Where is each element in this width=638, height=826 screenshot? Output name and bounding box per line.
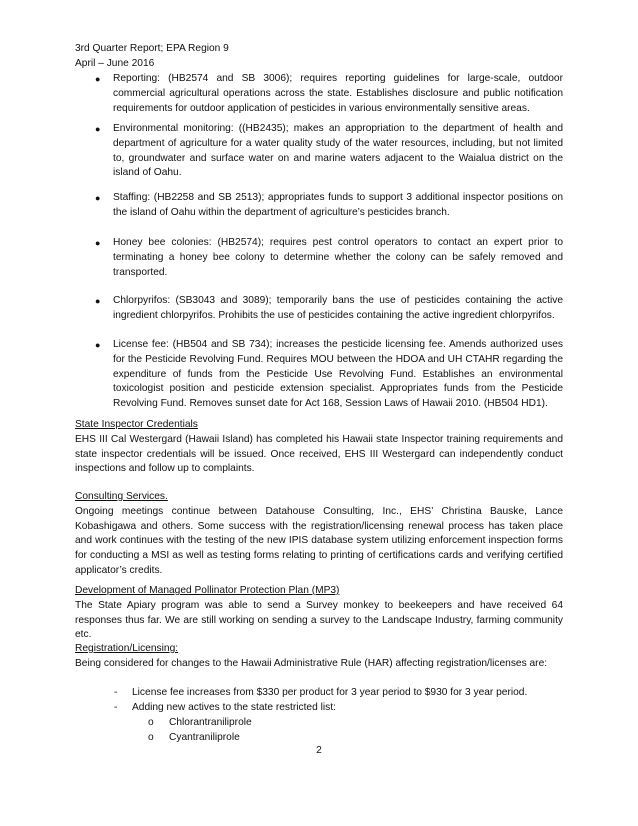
section-heading: State Inspector Credentials (75, 419, 198, 430)
dash-marker: - (114, 702, 118, 713)
circle-bullet-icon: o (148, 732, 154, 743)
section-body: The State Apiary program was able to send a Survey monkey to beekeepers and have received 64 responses thus far. We are still working on sending a survey to the Landscape Industry, farming community etc. (75, 599, 563, 641)
header-date: April – June 2016 (75, 57, 155, 69)
bullet-text: Reporting: (HB2574 and SB 3006); requires reporting guidelines for large-scale, outdoor commercial agricultural operations across the state. Establishes disclosure and public notification requirements for outdoor application of pesticides in various environmentally sensitive areas. (113, 73, 563, 114)
bullet-icon: ● (95, 193, 101, 203)
section-body: Being considered for changes to the Hawaii Administrative Rule (HAR) affecting registration/licenses are: (75, 657, 548, 669)
report-header (75, 42, 229, 72)
bullet-text: Environmental monitoring: ((HB2435); makes an appropriation to the department of health and department of agriculture for a water quality study of the water resources, including, but not limited to, groundwater and surface water on and marine waters adjacent to the Waialua district on the island of Oahu. (113, 123, 563, 179)
bullet-icon: ● (95, 74, 101, 84)
section-body: EHS III Cal Westergard (Hawaii Island) has completed his Hawaii state Inspector training requirements and state inspector credentials will be issued. Once received, EHS III Westergard can independently conduct inspections and follow up to complaints. (75, 433, 563, 475)
bullet-text: License fee: (HB504 and SB 734); increases the pesticide licensing fee. Amends authorized uses for the Pesticide Revolving Fund. Requires MOU between the HDOA and UH CTAHR regarding the expenditure of funds from the Pesticide Use Revolving Fund. Establishes an environmental toxicologist position and pesticide extension specialist. Appropriates funds from the Pesticide Revolving Fund. Removes sunset date for Act 168, Session Laws of Hawaii 2010. (HB504 HD1). (113, 339, 563, 410)
list-item-text: License fee increases from $330 per product for 3 year period to $930 for 3 year period. (132, 687, 528, 698)
bullet-icon: ● (95, 238, 101, 248)
sub-item-text: Chlorantraniliprole (169, 717, 252, 728)
section-consulting-services (75, 490, 563, 579)
dash-marker: - (114, 687, 118, 698)
section-body: Ongoing meetings continue between Datahouse Consulting, Inc., EHS’ Christina Bauske, Lance Kobashigawa and others. Some success with the registration/licensing renewal process has taken place and work continues with the testing of the new IPIS database system utilizing enforcement inspection forms for conducting a MSI as well as testing forms relating to printing of certifications cards and verifying certified applicator’s credits. (75, 505, 563, 576)
section-inspector-credentials (75, 418, 563, 477)
bullet-icon: ● (95, 124, 101, 134)
sub-item-text: Cyantraniliprole (169, 732, 240, 743)
bullet-icon: ● (95, 296, 101, 306)
header-title: 3rd Quarter Report; EPA Region 9 (75, 43, 229, 54)
circle-bullet-icon: o (148, 717, 154, 728)
section-registration-licensing (75, 642, 563, 672)
bullet-text: Chlorpyrifos: (SB3043 and 3089); temporarily bans the use of pesticides containing the active ingredient chlorpyrifos. Prohibits the use of pesticides containing the active ingredient chlorpyrifos. (113, 295, 563, 321)
page-number: 2 (316, 745, 322, 756)
section-heading: Development of Managed Pollinator Protection Plan (MP3) (75, 585, 340, 596)
section-heading: Consulting Services. (75, 491, 168, 502)
section-heading: Registration/Licensing: (75, 643, 179, 654)
section-pollinator-plan (75, 584, 563, 643)
bullet-text: Staffing: (HB2258 and SB 2513); appropriates funds to support 3 additional inspector positions on the island of Oahu within the department of agriculture’s pesticides branch. (113, 192, 563, 218)
bullet-text: Honey bee colonies: (HB2574); requires pest control operators to contact an expert prior to terminating a honey bee colony to determine whether the colony can be safely removed and transported. (113, 237, 563, 278)
list-item-text: Adding new actives to the state restricted list: (132, 702, 336, 713)
bullet-icon: ● (95, 340, 101, 350)
